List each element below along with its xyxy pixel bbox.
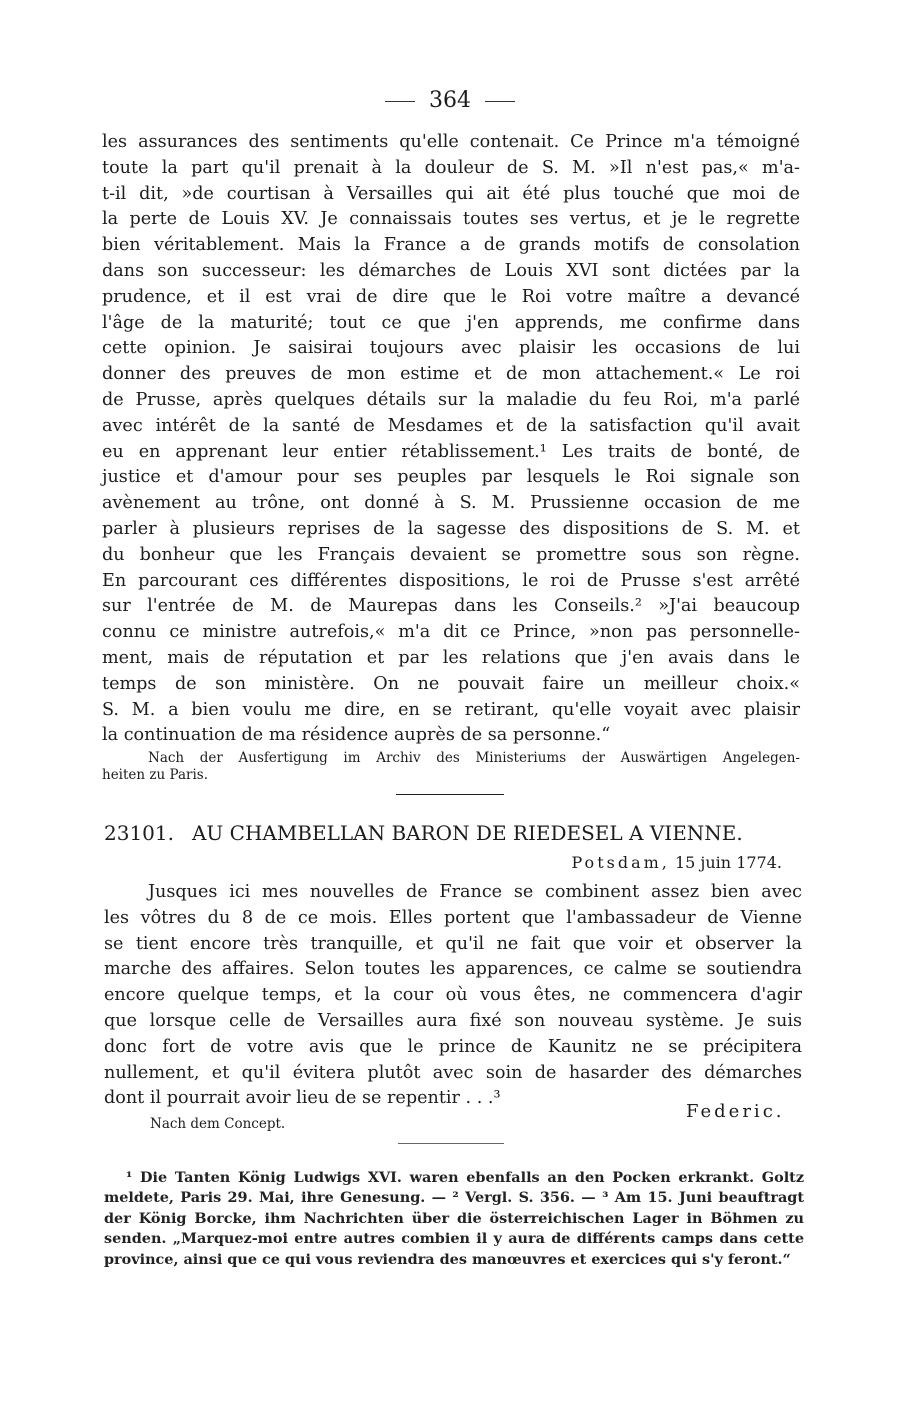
letter-source: Nach dem Concept. [150, 1116, 286, 1132]
text-line: En parcourant ces différentes dispositions, le roi de Prusse s'est arrêté [102, 570, 800, 591]
text-line: avec intérêt de la santé de Mesdames et de la satisfaction qu'il avait [102, 415, 800, 436]
text-line: que lorsque celle de Versailles aura fixé son nouveau système. Je suis [104, 1010, 802, 1031]
text-line: justice et d'amour pour ses peuples par lesquels le Roi signale son [102, 467, 800, 488]
text-line: ment, mais de réputation et par les relations que j'en avais dans le [102, 647, 800, 668]
text-line: eu en apprenant leur entier rétablissement.¹ Les traits de bonté, de [102, 441, 800, 462]
page-number: 364 [429, 88, 471, 113]
text-line: donc fort de votre avis que le prince de Kaunitz ne se précipitera [104, 1036, 802, 1057]
text-line: de Prusse, après quelques détails sur la maladie du feu Roi, m'a parlé [102, 389, 800, 410]
text-line: prudence, et il est vrai de dire que le Roi votre maître a devancé [102, 286, 800, 307]
text-line: toute la part qu'il prenait à la douleur de S. M. »Il n'est pas,« m'a- [102, 157, 800, 178]
footnote-line: province, ainsi que ce qui vous reviendra des manœuvres et exercices qui s'y feront.“ [104, 1250, 791, 1268]
footnote-line: senden. „Marquez-moi entre autres combien il y aura de différents camps dans cette [104, 1230, 804, 1248]
section-divider [396, 794, 504, 795]
footnote-line: meldete, Paris 29. Mai, ihre Genesung. — ² Vergl. S. 356. — ³ Am 15. Juni beauftragt [104, 1189, 804, 1207]
previous-letter-text [102, 130, 800, 749]
letter-number: 23101. [104, 821, 174, 845]
letter-heading [104, 820, 800, 846]
text-line: donner des preuves de mon estime et de mon attachement.« Le roi [102, 364, 800, 385]
text-line: S. M. a bien voulu me dire, en se retirant, qu'elle voyait avec plaisir [102, 699, 800, 720]
text-line: temps de son ministère. On ne pouvait faire un meilleur choix.« [102, 673, 800, 694]
text-line: sur l'entrée de M. de Maurepas dans les Conseils.² »J'ai beaucoup [102, 596, 800, 617]
text-line: avènement au trône, ont donné à S. M. Prussienne occasion de me [102, 493, 800, 514]
text-line: connu ce ministre autrefois,« m'a dit ce Prince, »non pas personnelle- [102, 622, 800, 643]
text-line: se tient encore très tranquille, et qu'il ne fait que voir et observer la [104, 933, 802, 954]
text-line: parler à plusieurs reprises de la sagesse des dispositions de S. M. et [102, 518, 800, 539]
footnote-line: der König Borcke, ihm Nachrichten über die österreichischen Lager in Böhmen zu [104, 1209, 804, 1227]
letter-place: Potsdam, [571, 853, 670, 872]
text-line: l'âge de la maturité; tout ce que j'en apprends, me confirme dans [102, 312, 800, 333]
footnotes [104, 1168, 804, 1270]
footnote-line: ¹ Die Tanten König Ludwigs XVI. waren ebenfalls an den Pocken erkrankt. Goltz [126, 1169, 804, 1186]
source-line: Nach der Ausfertigung im Archiv des Ministeriums der Auswärtigen Angelegen- [148, 750, 800, 766]
text-line: dans son successeur: les démarches de Louis XVI sont dictées par la [102, 260, 800, 281]
text-line: les vôtres du 8 de ce mois. Elles portent que l'ambassadeur de Vienne [104, 907, 802, 928]
text-line: dont il pourrait avoir lieu de se repentir . . .³ [104, 1088, 501, 1109]
previous-letter-source [102, 750, 800, 783]
page-header [0, 86, 900, 116]
footnote-divider [398, 1143, 504, 1144]
text-line: encore quelque temps, et la cour où vous êtes, ne commencera d'agir [104, 985, 802, 1006]
letter-date: 15 juin 1774. [674, 853, 782, 872]
header-dash-right [485, 101, 515, 102]
text-line: cette opinion. Je saisirai toujours avec plaisir les occasions de lui [102, 338, 800, 359]
letter-signature: Federic. [686, 1101, 785, 1122]
text-line: t-il dit, »de courtisan à Versailles qui ait été plus touché que moi de [102, 183, 800, 204]
header-dash-left [385, 101, 415, 102]
text-line: nullement, et qu'il évitera plutôt avec soin de hasarder des démarches [104, 1062, 802, 1083]
text-line: la continuation de ma résidence auprès de sa personne.“ [102, 725, 611, 746]
letter-title: AU CHAMBELLAN BARON DE RIEDESEL A VIENNE. [191, 821, 743, 845]
text-line: Jusques ici mes nouvelles de France se combinent assez bien avec [148, 882, 802, 902]
text-line: bien véritablement. Mais la France a de grands motifs de consolation [102, 235, 800, 256]
letter-text [104, 880, 802, 1112]
letter-dateline [571, 852, 782, 874]
source-line: heiten zu Paris. [102, 766, 209, 783]
text-line: marche des affaires. Selon toutes les apparences, ce calme se soutiendra [104, 959, 802, 980]
text-line: la perte de Louis XV. Je connaissais toutes ses vertus, et je le regrette [102, 209, 800, 230]
text-line: les assurances des sentiments qu'elle contenait. Ce Prince m'a témoigné [102, 132, 800, 152]
text-line: du bonheur que les Français devaient se promettre sous son règne. [102, 544, 800, 565]
